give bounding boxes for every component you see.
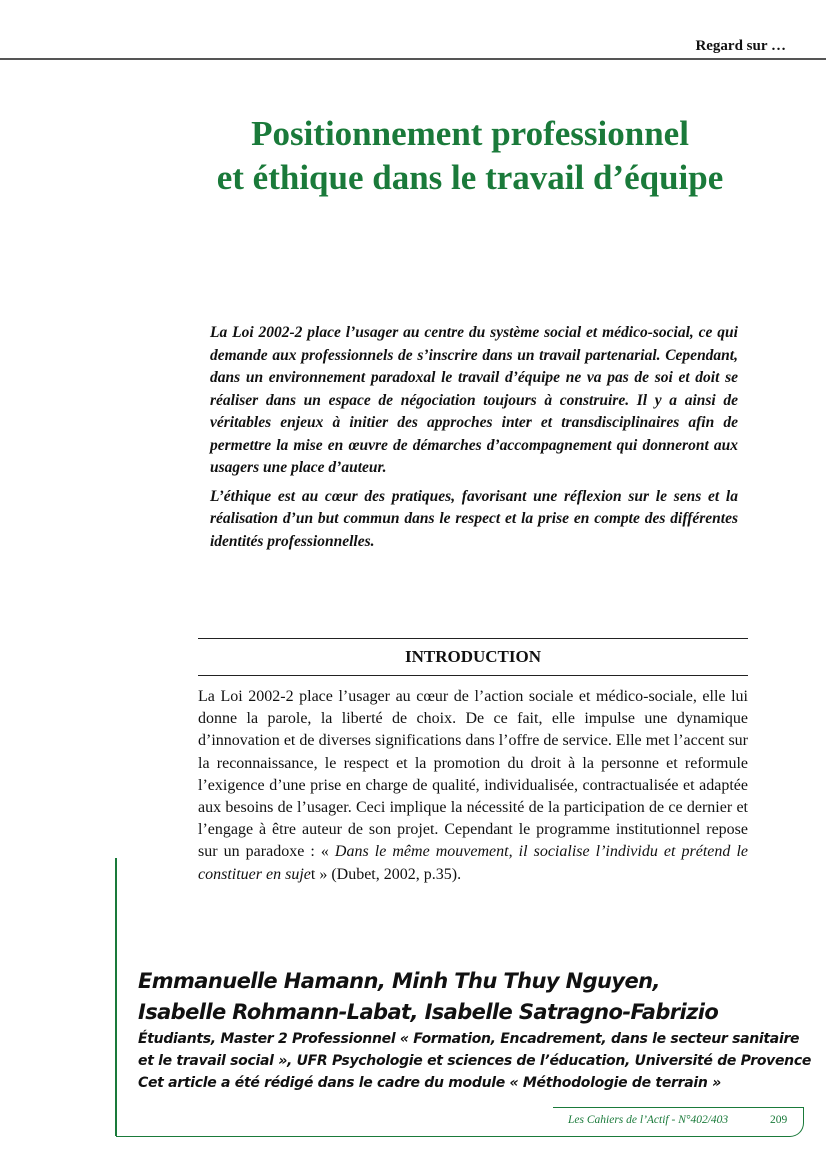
title-line-2: et éthique dans le travail d’équipe xyxy=(216,158,724,197)
section-header: Regard sur … xyxy=(695,38,786,54)
page-number: 209 xyxy=(770,1114,788,1126)
header-rule xyxy=(0,58,826,60)
module-note: Cet article a été rédigé dans le cadre du module « Méthodologie de terrain » xyxy=(138,1075,721,1091)
abstract xyxy=(210,322,738,559)
introduction-paragraph xyxy=(198,686,748,886)
article-title xyxy=(150,112,790,200)
intro-text-after-quote: t » (Dubet, 2002, p.35). xyxy=(310,865,462,883)
author-block xyxy=(138,966,812,1094)
author-line-2: Isabelle Rohmann-Labat, Isabelle Satragno-Fabrizio xyxy=(138,1000,719,1024)
intro-rule-bottom xyxy=(198,675,748,676)
intro-text-before-quote: La Loi 2002-2 place l’usager au cœur de l’action sociale et médico-sociale, elle lui donne la parole, la liberté de choix. De ce fait, elle impulse une dynamique d’innovation et de diverses significations dans l’offre de service. Elle met l’accent sur la reconnaissance, le respect et la promotion du droit à la personne et reformule l’exigence d’une prise en charge de qualité, individualisée, contractualisée et adaptée aux besoins de l’usager. Ceci implique la nécessité de la participation de ce dernier et l’engage à être auteur de son projet. Cependant le programme institutionnel repose sur un paradoxe : « xyxy=(198,688,748,861)
abstract-paragraph-2: L’éthique est au cœur des pratiques, favorisant une réflexion sur le sens et la réalisation d’un but commun dans le respect et la prise en compte des différentes identités professionnelles. xyxy=(210,487,738,550)
title-line-1: Positionnement professionnel xyxy=(251,114,689,153)
affiliation-line-1: Étudiants, Master 2 Professionnel « Formation, Encadrement, dans le secteur sanitaire xyxy=(138,1031,800,1047)
intro-quote: Dans le même mouvement, il socialise l’individu et prétend le constituer en suje xyxy=(198,843,748,883)
author-line-1: Emmanuelle Hamann, Minh Thu Thuy Nguyen, xyxy=(138,969,660,993)
green-margin-line xyxy=(115,858,117,1136)
intro-rule-top xyxy=(198,638,748,639)
affiliation-line-2: et le travail social », UFR Psychologie et sciences de l’éducation, Université de Provence xyxy=(138,1053,812,1069)
abstract-paragraph-1: La Loi 2002-2 place l’usager au centre du système social et médico-social, ce qui demande aux professionnels de s’inscrire dans un travail partenarial. Cependant, dans un environnement paradoxal le travail d’équipe ne va pas de soi et doit se réaliser dans un espace de négociation toujours à construire. Il y a ainsi de véritables enjeux à initier des approches inter et transdisciplinaires afin de permettre la mise en œuvre de démarches d’accompagnement qui donneront aux usagers une place d’auteur. xyxy=(210,324,738,476)
footer-rule xyxy=(116,1136,566,1137)
introduction-heading: INTRODUCTION xyxy=(404,647,542,666)
footer-journal: Les Cahiers de l’Actif - N°402/403 xyxy=(568,1114,729,1126)
